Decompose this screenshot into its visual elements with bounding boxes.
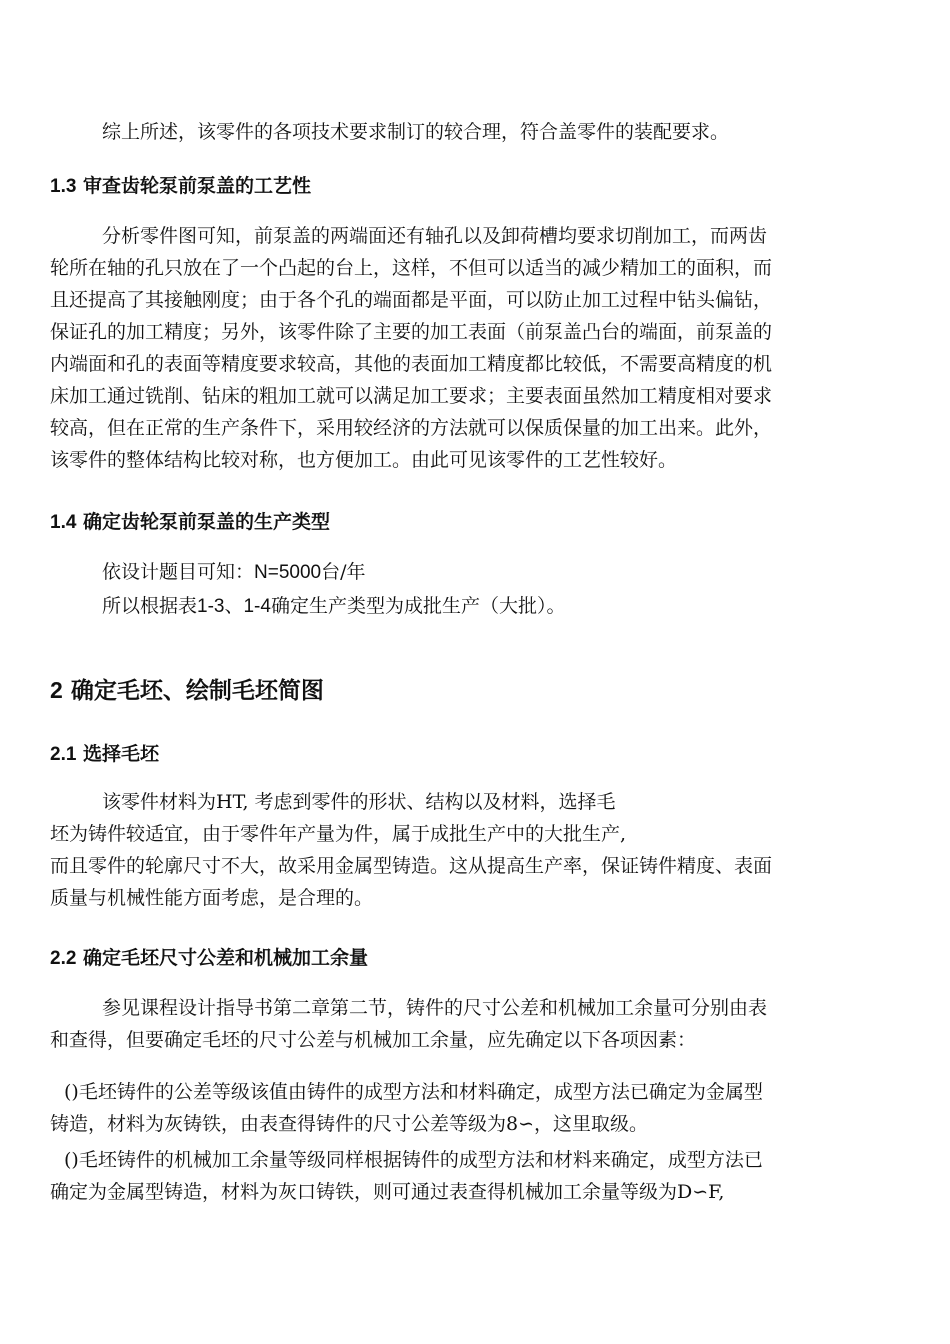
chapter-title: 确定毛坯、绘制毛坯简图: [70, 677, 324, 704]
paragraph-line: 且还提高了其接触刚度；由于各个孔的端面都是平面，可以防止加工过程中钻头偏钻，: [50, 289, 773, 311]
section-number: 1.4: [50, 512, 77, 533]
summary-paragraph: [50, 116, 900, 148]
section-heading-2-2: [50, 944, 368, 973]
section-number: 1.3: [50, 176, 77, 197]
section-heading-2-1: [50, 740, 159, 769]
tolerance-grade-paragraph: [50, 1076, 900, 1140]
section-title: 选择毛坯: [83, 743, 160, 765]
paragraph-line: 内端面和孔的表面等精度要求较高，其他的表面加工精度都比较低，不需要高精度的机: [50, 353, 773, 375]
paragraph-line: 较高，但在正常的生产条件下，采用较经济的方法就可以保质保量的加工出来。此外，: [50, 417, 773, 439]
paragraph-line: 综上所述，该零件的各项技术要求制订的较合理，符合盖零件的装配要求。: [102, 121, 730, 143]
quantity-prefix: 依设计题目可知：: [102, 561, 255, 583]
section-heading-1-4: [50, 508, 330, 537]
section-number: 2.1: [50, 744, 77, 765]
production-type-prefix: 所以根据表: [102, 595, 198, 617]
paragraph-line: 轮所在轴的孔只放在了一个凸起的台上，这样，不但可以适当的减少精加工的面积，而: [50, 257, 773, 279]
paragraph-line: [50, 590, 900, 623]
table-reference: 1-3、1-4: [197, 596, 271, 617]
blank-selection-paragraph: [50, 786, 900, 914]
paragraph-line: ()毛坯铸件的公差等级该值由铸件的成型方法和材料确定，成型方法已确定为金属型: [64, 1081, 763, 1103]
paragraph-line: 铸造，材料为灰铸铁，由表查得铸件的尺寸公差等级为8∽，这里取级。: [50, 1113, 649, 1135]
paragraph-line: 保证孔的加工精度；另外，该零件除了主要的加工表面（前泵盖凸台的端面，前泵盖的: [50, 321, 773, 343]
paragraph-line: 参见课程设计指导书第二章第二节，铸件的尺寸公差和机械加工余量可分别由表: [102, 997, 768, 1019]
section-title: 确定毛坯尺寸公差和机械加工余量: [83, 947, 369, 969]
production-type-suffix: 确定生产类型为成批生产（大批）。: [270, 595, 566, 617]
paragraph-line: 确定为金属型铸造，材料为灰口铸铁，则可通过表查得机械加工余量等级为D∽F,: [50, 1181, 725, 1203]
paragraph-line: 该零件的整体结构比较对称，也方便加工。由此可见该零件的工艺性较好。: [50, 449, 678, 471]
section-title: 审查齿轮泵前泵盖的工艺性: [83, 175, 312, 197]
quantity-suffix: 台/年: [321, 561, 366, 583]
analysis-paragraph: [50, 220, 900, 476]
paragraph-line: 该零件材料为HT, 考虑到零件的形状、结构以及材料，选择毛: [102, 791, 616, 813]
section-heading-1-3: [50, 172, 311, 201]
reference-paragraph: [50, 992, 900, 1056]
section-number: 2.2: [50, 948, 77, 969]
quantity-formula: N=5000: [254, 562, 322, 583]
chapter-heading-2: [50, 674, 324, 707]
section-title: 确定齿轮泵前泵盖的生产类型: [83, 511, 331, 533]
paragraph-line: ()毛坯铸件的机械加工余量等级同样根据铸件的成型方法和材料来确定，成型方法已: [64, 1149, 763, 1171]
production-type-paragraph: [50, 590, 900, 623]
paragraph-line: 质量与机械性能方面考虑，是合理的。: [50, 887, 374, 909]
paragraph-line: 而且零件的轮廓尺寸不大，故采用金属型铸造。这从提高生产率，保证铸件精度、表面: [50, 855, 773, 877]
paragraph-line: [50, 556, 900, 589]
paragraph-line: 和查得，但要确定毛坯的尺寸公差与机械加工余量，应先确定以下各项因素：: [50, 1029, 697, 1051]
paragraph-line: 分析零件图可知，前泵盖的两端面还有轴孔以及卸荷槽均要求切削加工，而两齿: [102, 225, 768, 247]
chapter-number: 2: [50, 677, 63, 703]
allowance-grade-paragraph: [50, 1144, 900, 1208]
paragraph-line: 床加工通过铣削、钻床的粗加工就可以满足加工要求；主要表面虽然加工精度相对要求: [50, 385, 773, 407]
quantity-paragraph: [50, 556, 900, 589]
paragraph-line: 坯为铸件较适宜，由于零件年产量为件，属于成批生产中的大批生产,: [50, 823, 627, 845]
